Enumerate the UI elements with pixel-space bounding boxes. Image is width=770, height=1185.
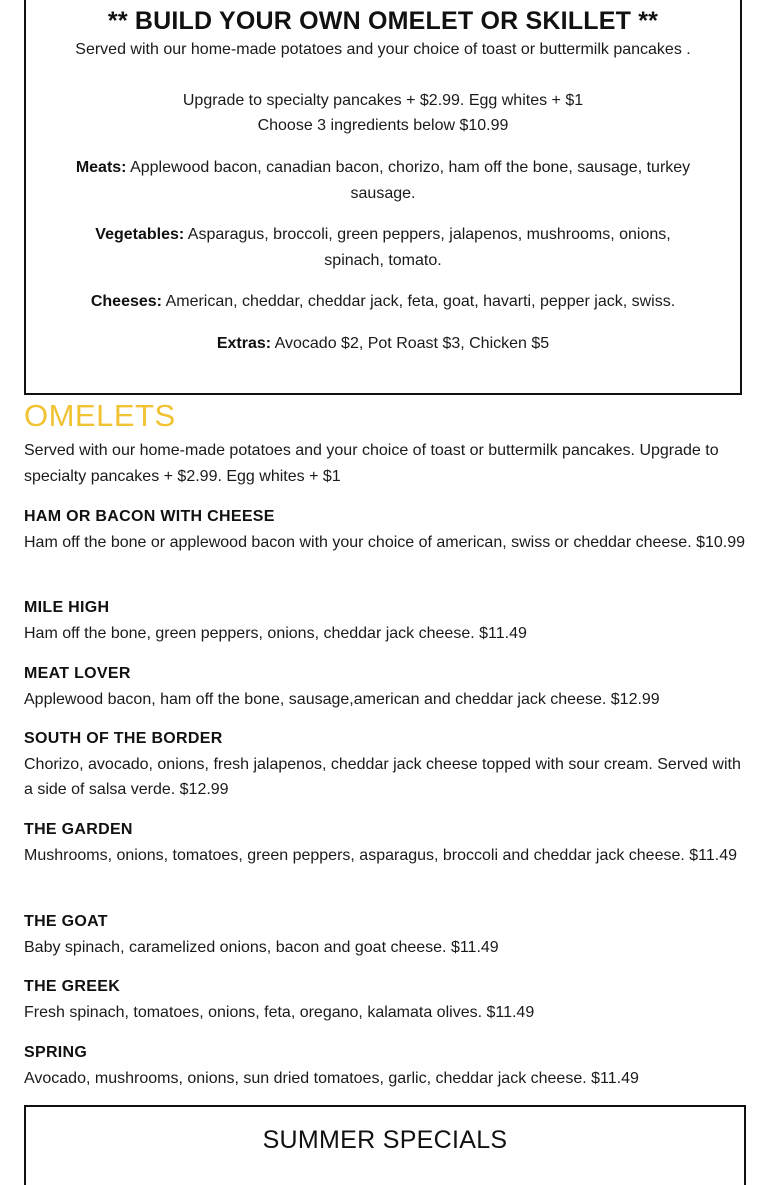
build-intro-choose: Choose 3 ingredients below $10.99 xyxy=(257,117,509,134)
menu-item xyxy=(24,661,746,712)
menu-item-name: SOUTH OF THE BORDER xyxy=(24,730,223,747)
menu-item xyxy=(24,1040,746,1091)
category-label: Cheeses: xyxy=(90,293,162,310)
menu-item-description: Baby spinach, caramelized onions, bacon and goat cheese. $11.49 xyxy=(24,938,499,956)
menu-item xyxy=(24,726,746,803)
menu-item-name: THE GREEK xyxy=(24,978,121,995)
menu-item-name: THE GARDEN xyxy=(24,821,133,838)
build-category-vegetables xyxy=(66,222,700,273)
category-text: Asparagus, broccoli, green peppers, jalapenos, mushrooms, onions, spinach, tomato. xyxy=(187,226,671,269)
omelets-section-title: OMELETS xyxy=(24,398,176,433)
menu-item-name: SPRING xyxy=(24,1044,88,1061)
omelets-intro: Served with our home-made potatoes and your choice of toast or buttermilk pancakes. Upgrade to specialty pancakes + $2.99. Egg whites + $1 xyxy=(24,442,719,485)
menu-item-description: Ham off the bone, green peppers, onions, cheddar jack cheese. $11.49 xyxy=(24,624,527,642)
category-label: Meats: xyxy=(75,159,127,176)
menu-item-name: MEAT LOVER xyxy=(24,665,131,682)
summer-specials-box xyxy=(24,1105,746,1185)
menu-item-description: Avocado, mushrooms, onions, sun dried tomatoes, garlic, cheddar jack cheese. $11.49 xyxy=(24,1069,639,1087)
menu-item-description: Fresh spinach, tomatoes, onions, feta, oregano, kalamata olives. $11.49 xyxy=(24,1003,535,1021)
build-intro-upgrade: Upgrade to specialty pancakes + $2.99. Egg whites + $1 xyxy=(182,92,584,109)
summer-specials-title: SUMMER SPECIALS xyxy=(262,1126,508,1154)
build-category-extras xyxy=(66,331,700,357)
menu-item-description: Applewood bacon, ham off the bone, sausage,american and cheddar jack cheese. $12.99 xyxy=(24,690,660,708)
menu-item-description: Ham off the bone or applewood bacon with your choice of american, swiss or cheddar cheese. $10.99 xyxy=(24,533,746,551)
menu-item xyxy=(24,974,746,1025)
menu-item-name: HAM OR BACON WITH CHEESE xyxy=(24,508,275,525)
category-text: Avocado $2, Pot Roast $3, Chicken $5 xyxy=(274,335,550,352)
menu-item xyxy=(24,595,746,646)
category-label: Extras: xyxy=(216,335,272,352)
build-your-own-box xyxy=(24,0,742,395)
category-label: Vegetables: xyxy=(95,226,185,243)
build-category-cheeses xyxy=(46,289,720,315)
menu-item-name: THE GOAT xyxy=(24,913,108,930)
menu-item-name: MILE HIGH xyxy=(24,599,110,616)
category-text: Applewood bacon, canadian bacon, chorizo, ham off the bone, sausage, turkey sausage. xyxy=(130,159,691,202)
menu-item-description: Mushrooms, onions, tomatoes, green peppers, asparagus, broccoli and cheddar jack cheese. $11.49 xyxy=(24,846,738,864)
menu-item xyxy=(24,817,746,868)
menu-item xyxy=(24,504,746,555)
build-intro-served: Served with our home-made potatoes and your choice of toast or buttermilk pancakes . xyxy=(75,41,691,58)
menu-item xyxy=(24,909,746,960)
build-your-own-title: ** BUILD YOUR OWN OMELET OR SKILLET ** xyxy=(107,7,659,35)
build-category-meats xyxy=(66,155,700,206)
category-text: American, cheddar, cheddar jack, feta, goat, havarti, pepper jack, swiss. xyxy=(165,293,676,310)
menu-item-description: Chorizo, avocado, onions, fresh jalapenos, cheddar jack cheese topped with sour cream. Served with a side of salsa verde. $12.99 xyxy=(24,755,741,798)
